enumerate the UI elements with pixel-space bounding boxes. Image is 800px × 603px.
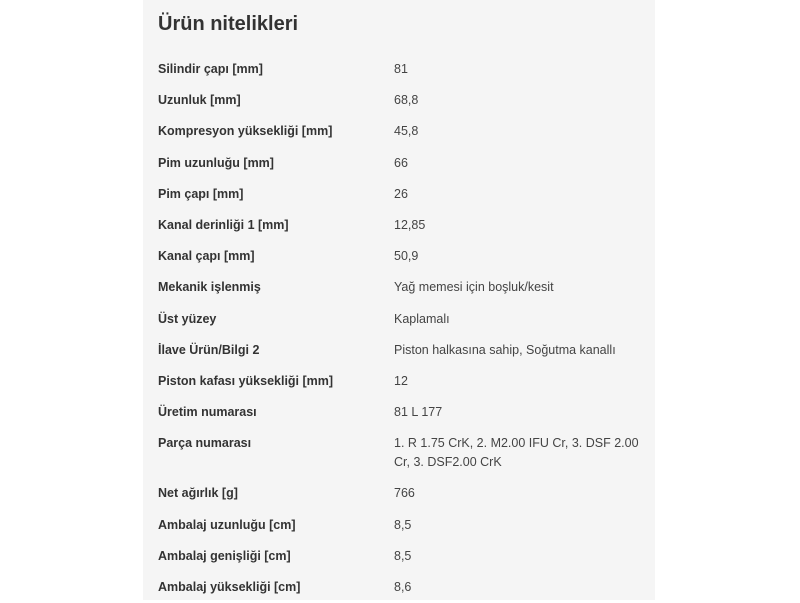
product-attributes-panel [143, 0, 655, 600]
attribute-row [143, 366, 655, 397]
attribute-row [143, 397, 655, 428]
attribute-value: 50,9 [394, 249, 419, 264]
attribute-value: 45,8 [394, 124, 419, 139]
attribute-row [143, 116, 655, 147]
attribute-label: Net ağırlık [g] [158, 486, 238, 501]
attribute-label: Kanal derinliği 1 [mm] [158, 218, 289, 233]
attribute-row [143, 241, 655, 272]
attribute-value: 8,5 [394, 517, 412, 532]
attribute-label: Pim uzunluğu [mm] [158, 155, 274, 170]
attribute-row [143, 85, 655, 116]
attribute-label: Üretim numarası [158, 405, 257, 420]
attribute-row [143, 541, 655, 572]
attribute-label: Pim çapı [mm] [158, 186, 244, 201]
attribute-label: Kompresyon yüksekliği [mm] [158, 124, 333, 139]
attribute-row [143, 335, 655, 366]
attributes-list [143, 54, 655, 603]
attribute-row [143, 572, 655, 603]
attribute-label: Parça numarası [158, 436, 252, 451]
attribute-row [143, 179, 655, 210]
attribute-label: Piston kafası yüksekliği [mm] [158, 374, 334, 389]
attribute-value: 68,8 [394, 93, 419, 108]
attribute-value: 8,6 [394, 580, 412, 595]
attribute-value: Yağ memesi için boşluk/kesit [394, 280, 554, 295]
attribute-label: İlave Ürün/Bilgi 2 [158, 342, 260, 357]
attribute-value: 1. R 1.75 CrK, 2. M2.00 IFU Cr, 3. DSF 2.00 Cr, 3. DSF2.00 CrK [394, 436, 639, 470]
attribute-value: 12 [394, 374, 408, 389]
attribute-row [143, 478, 655, 509]
attribute-label: Ambalaj uzunluğu [cm] [158, 517, 296, 532]
attribute-value: 81 L 177 [394, 405, 443, 420]
attribute-row [143, 428, 655, 478]
attribute-row [143, 54, 655, 85]
attribute-row [143, 210, 655, 241]
attribute-label: Kanal çapı [mm] [158, 249, 255, 264]
attribute-value: 81 [394, 62, 408, 76]
attribute-row [143, 148, 655, 179]
attribute-value: 66 [394, 155, 408, 170]
attribute-row [143, 304, 655, 335]
attribute-label: Üst yüzey [158, 311, 217, 326]
attribute-label: Ambalaj yüksekliği [cm] [158, 580, 301, 595]
section-title: Ürün nitelikleri [158, 13, 299, 35]
attribute-value: 766 [394, 486, 415, 501]
attribute-value: Kaplamalı [394, 311, 450, 326]
attribute-row [143, 272, 655, 303]
attribute-value: 8,5 [394, 548, 412, 563]
attribute-label: Silindir çapı [mm] [158, 62, 263, 76]
attribute-label: Uzunluk [mm] [158, 93, 241, 108]
attribute-value: 12,85 [394, 218, 426, 233]
attribute-row [143, 510, 655, 541]
attribute-label: Mekanik işlenmiş [158, 280, 261, 295]
attribute-label: Ambalaj genişliği [cm] [158, 548, 291, 563]
attribute-value: Piston halkasına sahip, Soğutma kanallı [394, 342, 616, 357]
attribute-value: 26 [394, 186, 408, 201]
